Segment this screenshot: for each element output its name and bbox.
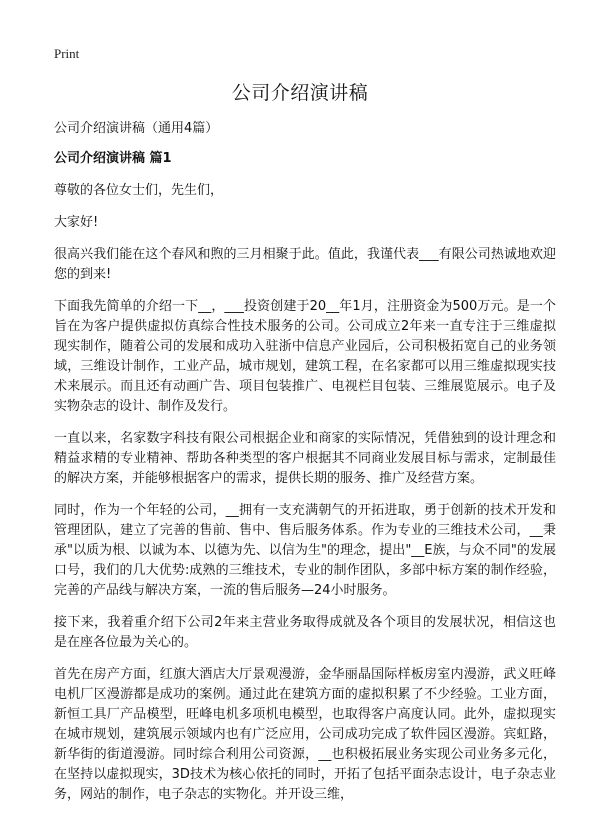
- paragraph: 很高兴我们能在这个春风和煦的三月相聚于此。值此，我谨代表___有限公司热诚地欢迎您的到来!: [54, 247, 556, 282]
- paragraph: 首先在房产方面，红旗大酒店大厅景观漫游，金华丽晶国际样板房室内漫游，武义旺峰电机厂区漫游都是成功的案例。通过此在建筑方面的虚拟积累了不少经验。工业方面，新恒工具厂产品模型，旺峰电机多项机电模型，也取得客户高度认同。此外，虚拟现实在城市规划，建筑展示领域内也有广泛应用，公司成功完成了软件园区漫游。宾虹路，新华街的街道漫游。同时综合利用公司资源，__也积极拓展业务实现公司业务多元化，在坚持以虚拟现实，3D技术为核心依托的同时，开拓了包括平面杂志设计，电子杂志业务，网站的制作，电子杂志的实物化。并开设三维，: [54, 667, 556, 802]
- paragraph: 下面我先简单的介绍一下__，___投资创建于20__年1月，注册资金为500万元。是一个旨在为客户提供虚拟仿真综合性技术服务的公司。公司成立2年来一直专注于三维虚拟现实制作，随着公司的发展和成功入驻浙中信息产业园后，公司积极拓宽自己的业务领域，三维设计制作，工业产品，城市规划，建筑工程，在名家都可以用三维虚拟现实技术来展示。而且还有动画广告、项目包装推广、电视栏目包装、三维展览展示。电子及实物杂志的设计、制作及发行。: [54, 299, 556, 414]
- print-link[interactable]: Print: [54, 46, 80, 61]
- paragraph-greeting: 大家好!: [54, 215, 99, 230]
- paragraph: 一直以来，名家数字科技有限公司根据企业和商家的实际情况，凭借独到的设计理念和精益求精的专业精神、帮助各种类型的客户根据其不同商业发展目标与需求，定制最佳的解决方案，并能够根据客户的需求，提供长期的服务、推广及经营方案。: [54, 431, 556, 486]
- paragraph: 接下来，我着重介绍下公司2年来主营业务取得成就及各个项目的发展状况，相信这也是在座各位最为关心的。: [54, 615, 556, 650]
- document-subtitle: 公司介绍演讲稿（通用4篇）: [54, 121, 219, 136]
- paragraph-salutation: 尊敬的各位女士们，先生们，: [54, 183, 224, 198]
- paragraph: 同时，作为一个年轻的公司，__拥有一支充满朝气的开拓进取，勇于创新的技术开发和管理团队，建立了完善的售前、售中、售后服务体系。作为专业的三维技术公司，__秉承"以质为根、以诚为本、以德为先、以信为生"的理念，提出"__E族，与众不同"的发展口号，我们的几大优势:成熟的三维技术，专业的制作团队，多部中标方案的制作经验，完善的产品线与解决方案，一流的售后服务—24小时服务。: [54, 503, 556, 598]
- document-body: [54, 181, 556, 817]
- section-heading: 公司介绍演讲稿 篇1: [54, 151, 172, 166]
- document-title: 公司介绍演讲稿: [231, 82, 369, 104]
